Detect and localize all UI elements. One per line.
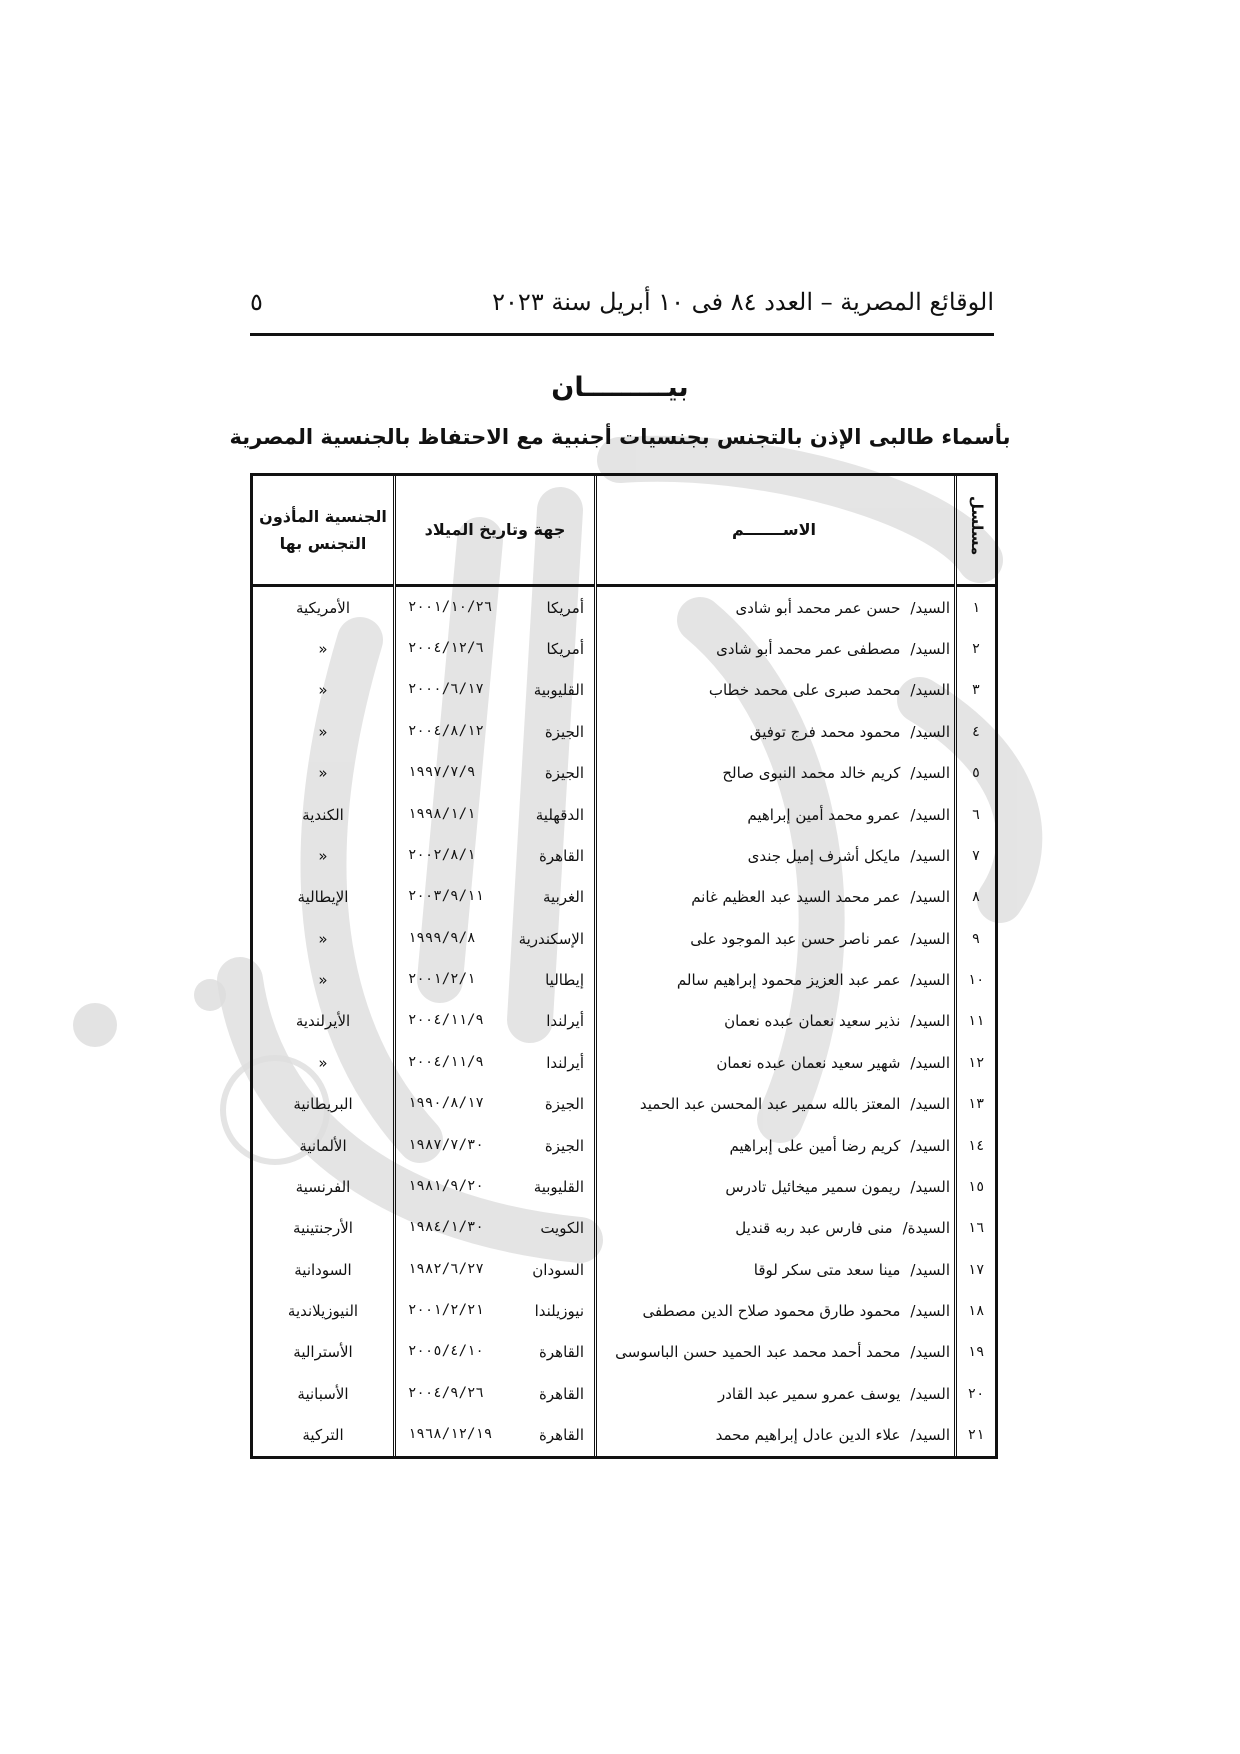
- row-serial: ٢٠: [956, 1373, 996, 1414]
- row-birth-date: ٢٠٠٤/١٢/٦: [408, 640, 484, 657]
- row-nationality: التركية: [302, 1426, 344, 1445]
- row-serial: ١٢: [956, 1042, 996, 1083]
- table-body: [253, 586, 995, 1457]
- row-birth-cell: [395, 1125, 596, 1166]
- header-birth: جهة وتاريخ الميلاد: [395, 476, 596, 586]
- row-birth-place: السودان: [532, 1260, 584, 1279]
- row-birth-cell: [395, 918, 596, 959]
- row-birth-date: ١٩٩٨/١/١: [408, 805, 476, 822]
- row-nationality: «: [318, 764, 328, 783]
- row-name-cell: [596, 1042, 956, 1083]
- row-nationality: الأرجنتينية: [293, 1219, 353, 1238]
- row-birth-cell: [395, 670, 596, 711]
- header-name: الاســـــــم: [596, 476, 956, 586]
- row-title: السيد/: [910, 640, 950, 659]
- row-title: السيد/: [910, 1177, 950, 1196]
- row-birth-date: ٢٠٠٤/٨/١٢: [408, 722, 484, 739]
- row-name-cell: [596, 835, 956, 876]
- row-name: عمر محمد السيد عبد العظيم غانم: [691, 888, 901, 907]
- row-nationality: «: [318, 681, 328, 700]
- row-birth-cell: [395, 1166, 596, 1207]
- row-birth-date: ١٩٩٧/٧/٩: [408, 764, 476, 781]
- table-row: [253, 586, 995, 629]
- row-birth-date: ٢٠٠١/٢/١: [408, 971, 476, 988]
- header-nationality-line1: الجنسية المأذون: [259, 506, 387, 526]
- row-birth-cell: [395, 877, 596, 918]
- row-nationality: الأيرلندية: [295, 1012, 351, 1031]
- table-row: [253, 1042, 995, 1083]
- row-birth-date: ٢٠٠٤/١١/٩: [408, 1053, 484, 1070]
- row-name: كريم خالد محمد النبوى صالح: [722, 764, 901, 783]
- row-birth-place: القليوبية: [533, 681, 584, 700]
- row-birth-cell: [395, 1415, 596, 1456]
- row-birth-place: أيرلندا: [546, 1053, 584, 1072]
- row-birth-place: الجيزة: [544, 1136, 584, 1155]
- table-row: [253, 1290, 995, 1331]
- table-row: [253, 1249, 995, 1290]
- row-birth-cell: [395, 794, 596, 835]
- row-nationality: الألمانية: [299, 1136, 347, 1155]
- row-name: حسن عمر محمد أبو شادى: [735, 598, 901, 617]
- row-title: السيد/: [910, 929, 950, 948]
- page-number: ٥: [250, 288, 263, 316]
- row-birth-date: ١٩٨٢/٦/٢٧: [408, 1260, 484, 1277]
- watermark-dot: [194, 979, 226, 1011]
- row-title: السيد/: [910, 846, 950, 865]
- row-birth-date: ١٩٦٨/١٢/١٩: [408, 1426, 493, 1443]
- row-nationality: الأسترالية: [293, 1343, 353, 1362]
- row-name: شهير سعيد نعمان عبده نعمان: [716, 1053, 901, 1072]
- row-title: السيد/: [910, 1384, 950, 1403]
- row-birth-place: القاهرة: [539, 1343, 584, 1362]
- row-name-cell: [596, 1166, 956, 1207]
- row-name-cell: [596, 670, 956, 711]
- table-header-row: [253, 476, 995, 586]
- table-row: [253, 1084, 995, 1125]
- publication-line: الوقائع المصرية – العدد ٨٤ فى ١٠ أبريل سنة ٢٠٢٣: [492, 288, 994, 316]
- row-birth-cell: [395, 1249, 596, 1290]
- table-row: [253, 794, 995, 835]
- row-birth-place: القاهرة: [539, 1426, 584, 1445]
- row-name: علاء الدين عادل إبراهيم محمد: [715, 1426, 901, 1445]
- row-nationality: البريطانية: [293, 1095, 353, 1114]
- row-title: السيد/: [910, 971, 950, 990]
- row-name: مايكل أشرف إميل جندى: [747, 846, 901, 865]
- row-name-cell: [596, 711, 956, 752]
- row-serial: ٨: [956, 877, 996, 918]
- row-name: ريمون سمير ميخائيل تادرس: [725, 1177, 901, 1196]
- row-birth-cell: [395, 1208, 596, 1249]
- document-title: بيـــــــــان: [551, 372, 689, 403]
- row-name-cell: [596, 1208, 956, 1249]
- row-title: السيد/: [910, 681, 950, 700]
- row-birth-date: ٢٠٠٤/١١/٩: [408, 1012, 484, 1029]
- row-birth-cell: [395, 835, 596, 876]
- row-name-cell: [596, 1249, 956, 1290]
- row-birth-cell: [395, 753, 596, 794]
- row-name-cell: [596, 1332, 956, 1373]
- row-name-cell: [596, 1415, 956, 1456]
- row-nationality: الأسبانية: [297, 1384, 349, 1403]
- row-birth-cell: [395, 959, 596, 1000]
- row-birth-date: ٢٠٠١/١٠/٢٦: [408, 598, 493, 615]
- row-birth-date: ٢٠٠١/٢/٢١: [408, 1302, 484, 1319]
- row-name-cell: [596, 918, 956, 959]
- row-title: السيد/: [910, 1136, 950, 1155]
- row-serial: ١٨: [956, 1290, 996, 1331]
- row-title: السيد/: [910, 764, 950, 783]
- row-birth-date: ١٩٨٤/١/٣٠: [408, 1219, 484, 1236]
- row-birth-place: أمريكا: [546, 640, 584, 659]
- row-serial: ١٠: [956, 959, 996, 1000]
- row-serial: ١٦: [956, 1208, 996, 1249]
- row-name: كريم رضا أمين على إبراهيم: [729, 1136, 901, 1155]
- row-serial: ١٥: [956, 1166, 996, 1207]
- row-name: عمر ناصر حسن عبد الموجود على: [690, 929, 901, 948]
- header-nationality: [253, 476, 395, 586]
- table-row: [253, 835, 995, 876]
- row-title: السيد/: [910, 1260, 950, 1279]
- row-serial: ٥: [956, 753, 996, 794]
- row-birth-date: ١٩٩٠/٨/١٧: [408, 1095, 484, 1112]
- document-subtitle: بأسماء طالبى الإذن بالتجنس بجنسيات أجنبية مع الاحتفاظ بالجنسية المصرية: [229, 425, 1011, 449]
- row-nationality: الإيطالية: [297, 888, 349, 907]
- row-name-cell: [596, 877, 956, 918]
- row-serial: ١١: [956, 1001, 996, 1042]
- header-serial: مسلسل: [956, 476, 996, 586]
- table-row: [253, 877, 995, 918]
- row-title: السيد/: [910, 1012, 950, 1031]
- row-birth-place: القاهرة: [539, 846, 584, 865]
- row-nationality: الكندية: [302, 805, 344, 824]
- table-row: [253, 1208, 995, 1249]
- row-birth-date: ١٩٨١/٩/٢٠: [408, 1177, 484, 1194]
- table-row: [253, 1415, 995, 1456]
- row-name-cell: [596, 1084, 956, 1125]
- row-title: السيد/: [910, 805, 950, 824]
- row-serial: ٩: [956, 918, 996, 959]
- row-nationality: «: [318, 722, 328, 741]
- table-row: [253, 1125, 995, 1166]
- header-nationality-line2: التجنس بها: [279, 534, 367, 553]
- row-name-cell: [596, 1125, 956, 1166]
- applicants-table: [253, 476, 995, 1456]
- table-row: [253, 628, 995, 669]
- row-name: محمد أحمد محمد عبد الحميد حسن الباسوسى: [615, 1343, 901, 1362]
- row-title: السيدة/: [902, 1219, 950, 1238]
- row-birth-place: القليوبية: [533, 1177, 584, 1196]
- row-name: يوسف عمرو سمير عبد القادر: [717, 1384, 901, 1403]
- row-title: السيد/: [910, 888, 950, 907]
- row-birth-date: ٢٠٠٣/٩/١١: [408, 888, 484, 905]
- row-birth-place: الكويت: [540, 1219, 584, 1238]
- row-serial: ٢١: [956, 1415, 996, 1456]
- row-name-cell: [596, 753, 956, 794]
- row-birth-place: الدقهلية: [535, 805, 584, 824]
- row-birth-cell: [395, 1332, 596, 1373]
- row-nationality: النيوزيلاندية: [287, 1302, 359, 1321]
- row-birth-date: ١٩٩٩/٩/٨: [408, 929, 476, 946]
- row-birth-place: الجيزة: [544, 1095, 584, 1114]
- row-name: مينا سعد متى سكر لوقا: [753, 1260, 901, 1279]
- row-serial: ١٣: [956, 1084, 996, 1125]
- row-name-cell: [596, 1373, 956, 1414]
- row-serial: ١٩: [956, 1332, 996, 1373]
- row-title: السيد/: [910, 1302, 950, 1321]
- row-birth-place: الغربية: [543, 888, 584, 907]
- header-divider: [250, 333, 994, 336]
- row-name: عمر عبد العزيز محمود إبراهيم سالم: [676, 971, 901, 990]
- row-birth-date: ٢٠٠٤/٩/٢٦: [408, 1384, 484, 1401]
- row-name-cell: [596, 959, 956, 1000]
- watermark-dot: [73, 1003, 117, 1047]
- row-birth-place: أيرلندا: [546, 1012, 584, 1031]
- row-name: عمرو محمد أمين إبراهيم: [747, 805, 901, 824]
- row-serial: ١: [956, 586, 996, 629]
- table-row: [253, 753, 995, 794]
- applicants-table-frame: [250, 473, 998, 1459]
- row-title: السيد/: [910, 722, 950, 741]
- row-serial: ١٤: [956, 1125, 996, 1166]
- row-name: مصطفى عمر محمد أبو شادى: [716, 640, 901, 659]
- row-name: محمود محمد فرج توفيق: [749, 722, 901, 741]
- row-birth-place: الجيزة: [544, 722, 584, 741]
- table-row: [253, 711, 995, 752]
- row-nationality: «: [318, 929, 328, 948]
- row-birth-cell: [395, 711, 596, 752]
- row-birth-place: إيطاليا: [545, 971, 584, 990]
- row-birth-cell: [395, 586, 596, 629]
- row-birth-place: الإسكندرية: [518, 929, 584, 948]
- row-name-cell: [596, 794, 956, 835]
- row-birth-date: ٢٠٠٢/٨/١: [408, 846, 476, 863]
- row-birth-cell: [395, 628, 596, 669]
- table-row: [253, 918, 995, 959]
- table-row: [253, 670, 995, 711]
- row-name-cell: [596, 586, 956, 629]
- row-serial: ٣: [956, 670, 996, 711]
- row-nationality: السودانية: [294, 1260, 352, 1279]
- row-birth-date: ٢٠٠٠/٦/١٧: [408, 681, 484, 698]
- row-title: السيد/: [910, 1095, 950, 1114]
- row-serial: ٧: [956, 835, 996, 876]
- row-birth-date: ١٩٨٧/٧/٣٠: [408, 1136, 484, 1153]
- row-birth-place: القاهرة: [539, 1384, 584, 1403]
- row-birth-cell: [395, 1001, 596, 1042]
- table-row: [253, 1373, 995, 1414]
- row-birth-cell: [395, 1042, 596, 1083]
- table-row: [253, 1166, 995, 1207]
- row-birth-cell: [395, 1290, 596, 1331]
- row-nationality: «: [318, 640, 328, 659]
- row-birth-date: ٢٠٠٥/٤/١٠: [408, 1343, 484, 1360]
- table-row: [253, 1001, 995, 1042]
- row-birth-cell: [395, 1373, 596, 1414]
- table-row: [253, 1332, 995, 1373]
- row-name: المعتز بالله سمير عبد المحسن عبد الحميد: [639, 1095, 901, 1114]
- row-name: منى فارس عبد ربه قنديل: [735, 1219, 893, 1238]
- row-name: محمود طارق محمود صلاح الدين مصطفى: [642, 1302, 901, 1321]
- row-nationality: «: [318, 971, 328, 990]
- row-birth-cell: [395, 1084, 596, 1125]
- row-serial: ٤: [956, 711, 996, 752]
- row-title: السيد/: [910, 598, 950, 617]
- row-nationality: «: [318, 846, 328, 865]
- row-nationality: الفرنسية: [295, 1177, 351, 1196]
- row-serial: ١٧: [956, 1249, 996, 1290]
- row-title: السيد/: [910, 1343, 950, 1362]
- table-row: [253, 959, 995, 1000]
- row-nationality: الأمريكية: [295, 598, 351, 617]
- row-name-cell: [596, 1290, 956, 1331]
- row-nationality: «: [318, 1053, 328, 1072]
- row-birth-place: نيوزيلندا: [534, 1302, 584, 1321]
- row-birth-place: أمريكا: [546, 598, 584, 617]
- row-serial: ٦: [956, 794, 996, 835]
- row-birth-place: الجيزة: [544, 764, 584, 783]
- row-name: نذير سعيد نعمان عبده نعمان: [724, 1012, 901, 1031]
- page-header: [250, 282, 994, 322]
- row-title: السيد/: [910, 1426, 950, 1445]
- row-name-cell: [596, 1001, 956, 1042]
- row-title: السيد/: [910, 1053, 950, 1072]
- row-name-cell: [596, 628, 956, 669]
- row-serial: ٢: [956, 628, 996, 669]
- row-name: محمد صبرى على محمد خطاب: [708, 681, 901, 700]
